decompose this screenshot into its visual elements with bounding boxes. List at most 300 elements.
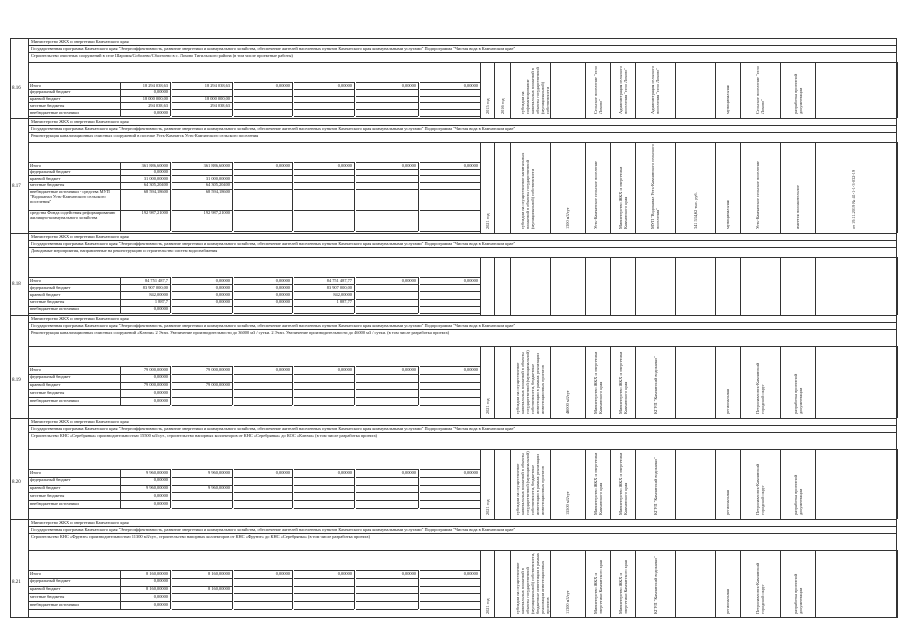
fin-cell-rule [234, 382, 292, 383]
fin-row-label: местные бюджеты [30, 492, 65, 498]
fin-cell-rule [120, 82, 170, 83]
fin-cell-rule [234, 109, 292, 110]
fin-cell-rule [420, 277, 480, 278]
fin-cell-rule [420, 397, 480, 398]
fin-col-rule [170, 277, 171, 313]
attr-col-rule [480, 62, 481, 118]
attr-col-rule [815, 257, 816, 315]
fin-cell-value: 0,00000 [275, 291, 290, 297]
fin-cell-rule [172, 601, 232, 602]
fin-cell-rule [294, 109, 354, 110]
section-object-title: Реконструкция канализационных очистных сооружений в поселке Усть-Камчатск Усть-Камчатского сельского поселения [31, 133, 259, 138]
fin-cell-value: 0,00000 [215, 291, 230, 297]
fin-row-label: местные бюджеты [30, 102, 65, 108]
fin-cell-rule [356, 578, 418, 579]
fin-col-rule [354, 570, 355, 609]
fin-cell-value: 83 907 000,00 [326, 284, 352, 290]
fin-cell-value: 0,00000 [401, 570, 416, 576]
fin-cell-rule [234, 89, 292, 90]
attr-col-rule [675, 449, 676, 519]
attr-cell: Министерство ЖКХ и энергетики Камчатского края [617, 560, 628, 614]
fin-cell-rule [356, 609, 418, 610]
fin-cell-rule [120, 469, 170, 470]
fin-cell-rule [294, 508, 354, 509]
fin-col-rule [232, 366, 233, 405]
attr-cell: 2021 год [484, 598, 490, 614]
attr-col-rule [780, 257, 781, 315]
attr-col-rule [780, 142, 781, 233]
fin-cell-rule [420, 500, 480, 501]
fin-cell-rule [294, 469, 354, 470]
attr-col-rule [897, 62, 898, 118]
fin-cell-rule [172, 169, 232, 170]
attr-cell: муниципальная [725, 200, 730, 229]
fin-row-label: федеральный бюджет [30, 477, 71, 483]
fin-cell-rule [420, 89, 480, 90]
fin-row-label: федеральный бюджет [30, 578, 71, 584]
fin-cell-value: 1 887,7 [154, 299, 168, 305]
fin-cell-rule [356, 277, 418, 278]
fin-cell-rule [294, 405, 354, 406]
fin-cell-value: 1 887,77 [336, 299, 352, 305]
attr-col-rule [715, 346, 716, 418]
fin-col-rule [170, 162, 171, 231]
fin-cell-rule [172, 477, 232, 478]
fin-col-rule [292, 277, 293, 313]
fin-col-rule [170, 570, 171, 609]
fin-cell-value: 361 886,60000 [141, 162, 168, 168]
fin-row-label: краевой бюджет [30, 382, 61, 388]
section-program: Государственная программа Камчатского края "Энергоэффективность, развитие энергетики и коммунального хозяйства, обеспечение жителей населенных пунктов Камчатского края коммунальными услугами" Подпрограмма "Чистая вода в Камчатском крае" [31, 46, 516, 51]
fin-row-label: Итого [30, 469, 42, 475]
fin-cell-value: 0,00000 [153, 374, 168, 380]
fin-cell-rule [234, 210, 292, 211]
fin-cell-rule [420, 210, 480, 211]
fin-cell-value: 9 960,00000 [208, 485, 230, 491]
fin-cell-rule [234, 366, 292, 367]
fin-cell-value: 0,00000 [153, 109, 168, 115]
fin-row-label: федеральный бюджет [30, 89, 71, 95]
attr-col-rule [715, 142, 716, 233]
fin-cell-rule [356, 299, 418, 300]
budget-table [10, 38, 897, 618]
fin-row-label: краевой бюджет [30, 175, 61, 181]
attr-col-rule [550, 449, 551, 519]
fin-cell-value: 0,00000 [153, 578, 168, 584]
attr-col-rule [550, 346, 551, 418]
attr-col-rule [610, 142, 611, 233]
section-code: 8.17 [12, 183, 21, 189]
attr-col-rule [610, 550, 611, 618]
header-rule [28, 257, 897, 258]
attr-col-rule [815, 142, 816, 233]
attr-cell: Петропавловск-Камчатский городской округ [755, 463, 765, 515]
fin-cell-rule [120, 570, 170, 571]
fin-cell-value: 9 960,00000 [146, 469, 168, 475]
attr-col-rule [510, 550, 511, 618]
fin-cell-rule [172, 570, 232, 571]
fin-cell-value: 0,00000 [275, 366, 290, 372]
fin-cell-value: 0,00000 [153, 500, 168, 506]
fin-col-rule [120, 570, 121, 609]
fin-cell-rule [172, 508, 232, 509]
fin-cell-rule [356, 586, 418, 587]
fin-cell-value: 0,00000 [337, 469, 352, 475]
fin-cell-rule [420, 492, 480, 493]
fin-cell-value: 64 305,20400 [143, 182, 168, 188]
fin-cell-rule [172, 89, 232, 90]
fin-cell-rule [420, 485, 480, 486]
fin-cell-value: 0,00000 [153, 306, 168, 312]
fin-cell-value: 8 160,00000 [208, 570, 230, 576]
section-code: 8.19 [12, 378, 21, 383]
fin-col-rule [418, 570, 419, 609]
fin-cell-value: 64 305,20400 [205, 182, 230, 188]
fin-cell-rule [120, 405, 170, 406]
fin-cell-rule [234, 277, 292, 278]
fin-col-rule [120, 162, 121, 231]
section-object-title: Строительство КНС «Серебрянка» производительностью 15500 м3/сут., строительство напорных коллекторов от КНС «Серебрянка» до КОС «Ключи» (в том числе разработка проекта) [31, 433, 378, 438]
fin-cell-value: 8 160,00000 [146, 586, 168, 592]
attr-col-rule [550, 62, 551, 118]
fin-cell-rule [294, 389, 354, 390]
attr-col-rule [635, 257, 636, 315]
attr-cell: Администрация сельского поселения "село Лохово" [617, 65, 628, 114]
attr-col-rule [635, 142, 636, 233]
fin-cell-rule [234, 500, 292, 501]
fin-cell-rule [294, 578, 354, 579]
fin-cell-value: 0,00000 [337, 82, 352, 88]
fin-cell-value: 79 000,00000 [205, 382, 230, 388]
section-object-title: Строительство очистных сооружений в селе Шаромы/Соболево/Сбалтоево в с. Лохово Тигильского района (в том числе проектные работы) [31, 53, 293, 58]
fin-cell-rule [294, 82, 354, 83]
fin-cell-value: 0,00000 [463, 277, 478, 283]
fin-cell-rule [356, 231, 418, 232]
fin-cell-rule [234, 593, 292, 594]
section-ministry: Министерство ЖКХ и энергетики Камчатского края [31, 520, 129, 525]
header-rule [28, 550, 897, 551]
attr-col-rule [480, 142, 481, 233]
fin-cell-rule [234, 485, 292, 486]
fin-cell-value: 0,00000 [275, 277, 290, 283]
header-rule [28, 142, 897, 143]
fin-cell-rule [234, 601, 292, 602]
fin-cell-value: 0,00000 [275, 82, 290, 88]
section-object-title: Доводимые мероприятия, направленные на реконструкцию и строительство систем водоснабжения [31, 248, 218, 253]
section-program: Государственная программа Камчатского края "Энергоэффективность, развитие энергетики и коммунального хозяйства, обеспечение жителей населенных пунктов Камчатского края коммунальными услугами" Подпрограмма "Чистая вода в Камчатском крае" [31, 426, 516, 431]
fin-cell-rule [294, 162, 354, 163]
attr-cell: 11300 м3/сут [565, 590, 570, 614]
attr-cell: субсидии на осуществление капитальных вложений в объекты государственной (муниципальной) собственности [520, 152, 535, 229]
attr-cell: региональная [725, 389, 730, 414]
fin-col-rule [120, 277, 121, 313]
attr-col-rule [897, 142, 898, 233]
attr-col-rule [610, 449, 611, 519]
fin-cell-rule [420, 299, 480, 300]
fin-cell-rule [120, 508, 170, 509]
fin-cell-rule [356, 175, 418, 176]
fin-cell-value: 0,00000 [463, 82, 478, 88]
fin-cell-rule [294, 306, 354, 307]
attr-cell: 46000 м3/сут [565, 390, 570, 414]
attr-col-rule [510, 257, 511, 315]
fin-cell-rule [234, 508, 292, 509]
attr-cell: Министерство ЖКХ и энергетики Камчатского края [592, 351, 603, 414]
fin-row-label: внебюджетные источники [30, 601, 79, 607]
fin-cell-rule [294, 570, 354, 571]
attr-cell: Усть-Камчатское сельское поселение [755, 161, 760, 229]
fin-cell-rule [172, 609, 232, 610]
attr-cell: Министерство ЖКХ и энергетики Камчатского края [617, 351, 628, 414]
fin-cell-rule [234, 374, 292, 375]
fin-cell-value: 361 886,60000 [203, 162, 230, 168]
fin-cell-value: 0,00000 [401, 469, 416, 475]
fin-cell-value: 79 000,00000 [205, 366, 230, 372]
section-ministry: Министерство ЖКХ и энергетики Камчатского края [31, 234, 129, 239]
attr-col-rule [585, 62, 586, 118]
attr-cell: КГУП "Камчатский водоканал" [652, 556, 658, 614]
attr-col-rule [585, 142, 586, 233]
fin-cell-rule [294, 182, 354, 183]
fin-cell-rule [356, 500, 418, 501]
fin-col-rule [170, 469, 171, 508]
fin-cell-value: 0,00000 [153, 492, 168, 498]
attr-cell: Петропавловск-Камчатский городской округ [755, 562, 765, 614]
fin-cell-value: 0,00000 [463, 366, 478, 372]
fin-cell-rule [172, 231, 232, 232]
attr-cell: Петропавловск-Камчатский городской округ [755, 362, 765, 414]
section-program: Государственная программа Камчатского края "Энергоэффективность, развитие энергетики и коммунального хозяйства, обеспечение жителей населенных пунктов Камчатского края коммунальными услугами" Подпрограмма "Чистая вода в Камчатском крае" [31, 527, 516, 532]
attr-col-rule [480, 346, 481, 418]
fin-row-label: Итого [30, 162, 42, 168]
fin-cell-rule [294, 169, 354, 170]
fin-col-rule [418, 469, 419, 508]
fin-cell-rule [234, 162, 292, 163]
fin-cell-rule [234, 169, 292, 170]
fin-cell-rule [234, 477, 292, 478]
fin-row-rule [28, 405, 120, 406]
fin-cell-rule [234, 609, 292, 610]
fin-cell-rule [356, 477, 418, 478]
fin-row-label: внебюджетные источники [30, 306, 79, 312]
fin-cell-rule [234, 189, 292, 190]
header-rule [28, 346, 897, 347]
fin-col-rule [418, 82, 419, 116]
fin-cell-rule [420, 578, 480, 579]
fin-cell-rule [420, 231, 480, 232]
section-object-title: Реконструкция канализационных очистных сооружений «Ключи» 2 Этап. Увеличение производительности до 36000 м3 / сутки. 2 Этап. Увеличение производительности до 46000 м3 / сутки. (в том числе разработка проекта) [31, 330, 450, 335]
fin-cell-rule [356, 189, 418, 190]
fin-cell-rule [172, 405, 232, 406]
attr-col-rule [740, 346, 741, 418]
fin-cell-rule [420, 291, 480, 292]
fin-cell-rule [356, 182, 418, 183]
attr-col-rule [897, 550, 898, 618]
fin-col-rule [354, 82, 355, 116]
attr-cell: Министерство ЖКХ и энергетики Камчатского края [617, 452, 628, 515]
fin-cell-rule [172, 593, 232, 594]
attr-col-rule [480, 449, 481, 519]
fin-row-label: Итого [30, 570, 42, 576]
attr-col-rule [635, 550, 636, 618]
fin-cell-rule [356, 291, 418, 292]
fin-row-rule [28, 116, 120, 117]
attr-cell: региональная [725, 490, 730, 515]
fin-col-rule [232, 277, 233, 313]
fin-cell-value: 294 038,63 [148, 102, 168, 108]
fin-cell-value: 0,00000 [215, 299, 230, 305]
fin-cell-rule [294, 586, 354, 587]
attr-col-rule [550, 550, 551, 618]
attr-col-rule [675, 550, 676, 618]
fin-cell-value: 0,00000 [153, 397, 168, 403]
fin-cell-rule [234, 405, 292, 406]
fin-cell-rule [420, 508, 480, 509]
fin-row-rule [28, 508, 120, 509]
table-border-left [10, 38, 11, 618]
attr-col-rule [610, 346, 611, 418]
fin-cell-value: 0,00000 [275, 299, 290, 305]
attr-col-rule [585, 346, 586, 418]
fin-cell-value: 294 038,63 [210, 102, 230, 108]
fin-cell-rule [234, 578, 292, 579]
fin-cell-rule [356, 210, 418, 211]
fin-cell-rule [294, 485, 354, 486]
fin-cell-rule [356, 169, 418, 170]
attr-col-rule [780, 346, 781, 418]
fin-cell-value: 0,00000 [153, 593, 168, 599]
attr-cell: разработка проектной документации [792, 73, 803, 114]
fin-col-rule [292, 570, 293, 609]
fin-cell-rule [234, 586, 292, 587]
fin-row-label: краевой бюджет [30, 485, 61, 491]
attr-col-rule [635, 346, 636, 418]
fin-cell-rule [356, 374, 418, 375]
fin-row-label: внебюджетные источники [30, 109, 79, 115]
fin-col-rule [292, 162, 293, 231]
fin-col-rule [292, 469, 293, 508]
section-ministry: Министерство ЖКХ и энергетики Камчатского края [31, 316, 129, 321]
fin-cell-value: 842,00000 [333, 291, 352, 297]
fin-cell-rule [234, 492, 292, 493]
attr-col-rule [550, 142, 551, 233]
fin-cell-rule [356, 485, 418, 486]
fin-col-rule [120, 366, 121, 405]
fin-row-label: средства Фонда содействия реформированию жилищно-коммунального хозяйства [30, 210, 116, 221]
attr-cell: Сельское поселение "село Лохово" [755, 66, 765, 114]
fin-cell-rule [420, 284, 480, 285]
fin-cell-rule [172, 374, 232, 375]
fin-col-rule [120, 82, 121, 116]
fin-cell-value: 68 594,18600 [205, 189, 230, 195]
fin-cell-value: 83 907 000,00 [142, 284, 168, 290]
fin-row-label: федеральный бюджет [30, 169, 71, 175]
attr-col-rule [897, 257, 898, 315]
fin-cell-rule [234, 306, 292, 307]
fin-cell-value: 18 000 000,00 [204, 96, 230, 102]
fin-cell-rule [420, 405, 480, 406]
attr-col-rule [740, 62, 741, 118]
fin-cell-value: 0,00000 [153, 89, 168, 95]
fin-cell-rule [234, 397, 292, 398]
fin-cell-value: 0,00000 [275, 570, 290, 576]
fin-cell-rule [356, 109, 418, 110]
fin-cell-rule [420, 306, 480, 307]
fin-col-rule [354, 469, 355, 508]
attr-col-rule [780, 550, 781, 618]
attr-col-rule [715, 449, 716, 519]
attr-col-rule [585, 449, 586, 519]
attr-cell: 15500 м3/сут [565, 491, 570, 515]
fin-cell-rule [120, 116, 170, 117]
attr-cell: Министерство ЖКХ и энергетики Камчатского края [592, 560, 603, 614]
attr-col-rule [480, 257, 481, 315]
fin-cell-rule [172, 492, 232, 493]
fin-cell-value: 9 960,00000 [146, 485, 168, 491]
attr-col-rule [585, 257, 586, 315]
fin-cell-rule [172, 366, 232, 367]
fin-cell-value: 0,00000 [153, 389, 168, 395]
fin-cell-rule [356, 116, 418, 117]
attr-col-rule [494, 142, 495, 233]
fin-cell-value: 0,00000 [463, 570, 478, 576]
attr-col-rule [635, 449, 636, 519]
fin-cell-value: 0,00000 [401, 277, 416, 283]
attr-col-rule [740, 257, 741, 315]
fin-cell-rule [420, 477, 480, 478]
attr-cell: региональная [725, 589, 730, 614]
fin-cell-rule [356, 102, 418, 103]
fin-cell-rule [356, 389, 418, 390]
attr-col-rule [740, 550, 741, 618]
fin-col-rule [418, 366, 419, 405]
attr-col-rule [815, 62, 816, 118]
fin-cell-rule [172, 277, 232, 278]
fin-col-rule [418, 277, 419, 313]
attr-cell: КГУП "Камчатский водоканал" [652, 457, 658, 515]
section-program: Государственная программа Камчатского края "Энергоэффективность, развитие энергетики и коммунального хозяйства, обеспечение жителей населенных пунктов Камчатского края коммунальными услугами" Подпрограмма "Чистая вода в Камчатском крае" [31, 126, 516, 131]
fin-cell-rule [420, 162, 480, 163]
fin-cell-rule [294, 593, 354, 594]
fin-cell-rule [294, 313, 354, 314]
attr-col-rule [494, 346, 495, 418]
fin-cell-rule [294, 175, 354, 176]
fin-cell-rule [234, 469, 292, 470]
fin-row-label: местные бюджеты [30, 389, 65, 395]
fin-cell-rule [294, 601, 354, 602]
fin-row-label: местные бюджеты [30, 593, 65, 599]
fin-cell-rule [172, 313, 232, 314]
fin-row-label: внебюджетные источники [30, 397, 79, 403]
fin-cell-rule [234, 389, 292, 390]
section-code: 8.21 [12, 580, 21, 585]
fin-cell-value: 0,00000 [337, 570, 352, 576]
attr-col-rule [815, 346, 816, 418]
fin-cell-value: 0,00000 [337, 366, 352, 372]
header-rule [28, 62, 897, 63]
fin-cell-rule [420, 366, 480, 367]
attr-cell: от 19.11.2019 № 41-1-1-3-032-19 [851, 169, 856, 229]
attr-cell: 2021 год [484, 499, 490, 515]
fin-cell-rule [420, 313, 480, 314]
fin-cell-rule [234, 182, 292, 183]
attr-cell: 2021 год [484, 213, 490, 229]
fin-cell-rule [356, 492, 418, 493]
fin-cell-value: 0,00000 [463, 469, 478, 475]
fin-row-label: внебюджетные источники - средства МУП "Водоканал Усть-Камчатского сельского поселения" [30, 189, 110, 205]
attr-col-rule [815, 449, 816, 519]
attr-col-rule [550, 257, 551, 315]
